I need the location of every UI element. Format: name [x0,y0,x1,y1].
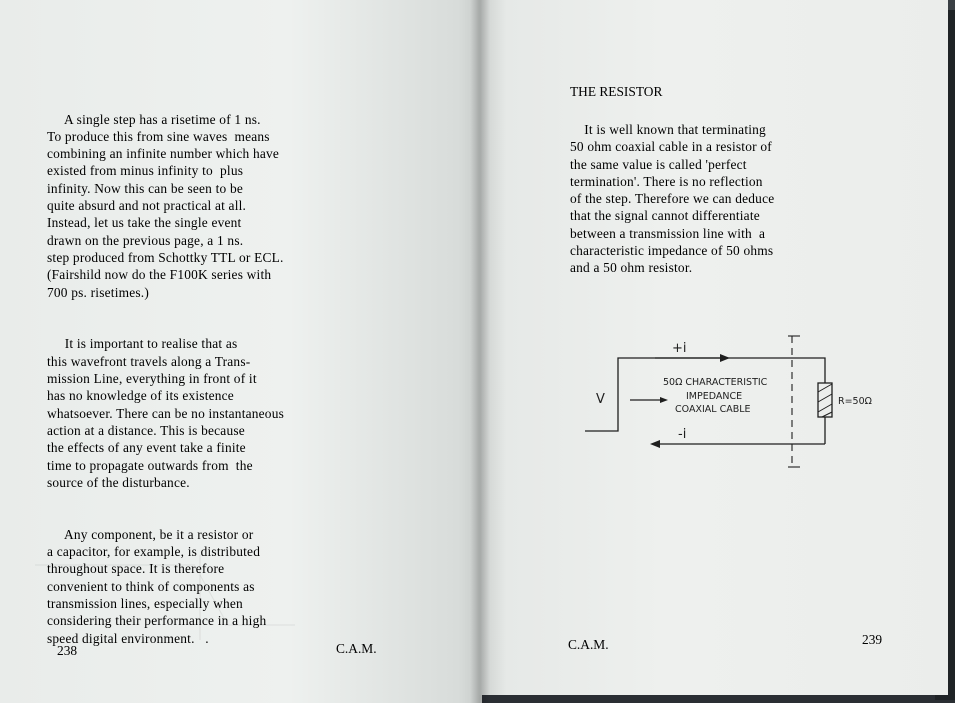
resistor-top-lead [798,358,825,383]
left-paragraph-1: A single step has a risetime of 1 ns. To produce this from sine waves means combining an infinite number which have existed from minus infinity to plus infinity. Now this can be seen to be quite absurd and not practical at all. Instead, let us take the single event drawn on the previous page, a 1 ns. step produced from Schottky TTL or ECL. (Fairshild now do the F100K series with 700 ps. risetimes.) [47,111,284,300]
resistor-hatch-2 [818,394,832,402]
left-paragraph-3: Any component, be it a resistor or a capacitor, for example, is distributed throughout space. It is therefore convenient to think of components as transmission lines, especially when considering their performance in a high speed digital environment. . [47,526,267,646]
resistor-hatch-1 [818,384,832,392]
left-page-body [47,76,284,681]
resistor-label: R=50Ω [838,396,872,407]
right-page-heading: THE RESISTOR [570,84,663,99]
left-paragraph-2: It is important to realise that as this wavefront travels along a Trans- mission Line, everything in front of it has no knowledge of its existence whatsoever. There can be no instantaneous action at a distance. This is because the effects of any event take a finite time to propagate outwards from the source of the disturbance. [47,336,285,490]
source-arrow-head [660,397,668,403]
left-page-number: 238 [57,643,78,658]
forward-current-label: +i [672,341,687,356]
forward-arrow-head [720,354,730,362]
resistor-hatch-3 [818,404,832,412]
right-page-number: 239 [862,632,883,647]
cable-label-line-1: 50Ω CHARACTERISTIC [663,377,768,388]
right-page-footer: C.A.M. [568,637,609,652]
cable-label-line-3: COAXIAL CABLE [675,404,751,415]
source-label: V [596,392,605,407]
cable-label-line-2: IMPEDANCE [686,391,743,402]
book-gutter [470,0,490,703]
right-paragraph: It is well known that terminating 50 ohm coaxial cable in a resistor of the same value is called 'perfect termination'. There is no reflection of the step. Therefore we can deduce that the signal cannot differentiate between a transmission line with a characteristic impedance of 50 ohms and a 50 ohm resistor. [570,122,775,276]
left-page-footer: C.A.M. [336,641,377,656]
resistor-hatch-4 [822,412,832,417]
return-arrow-head [650,440,660,448]
return-current-label: -i [678,427,687,442]
coax-termination-diagram [560,328,900,473]
